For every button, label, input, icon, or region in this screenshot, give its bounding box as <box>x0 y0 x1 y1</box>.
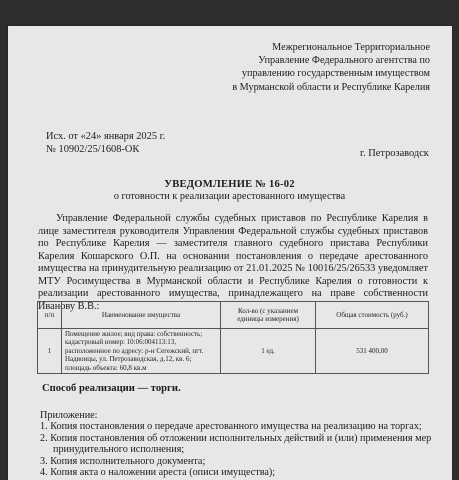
annex-list <box>40 421 440 479</box>
body-paragraph: Управление Федеральной службы судебных приставов по Республике Карелия в лице заместителя руководителя Управления Федеральной службы судебных приставов по Республике Карелия — заместителя главного судебного пристава Республики Карелия Кошарского О.П. на основании постановления о передаче арестованного имущества на принудительную реализацию от 21.01.2025 № 10016/25/26533 уведомляет МТУ Росимущества в Мурманской области и Республике Карелия о готовности к реализации арестованного имущества, принадлежащего на праве собственности Иванову В.В.: <box>38 213 428 312</box>
recipient-line: Управление Федерального агентства по <box>258 55 430 67</box>
row-num: 1 <box>38 329 62 374</box>
table-row <box>38 329 429 374</box>
recipient-line: Межрегиональное Территориальное <box>272 42 430 53</box>
reference-date: Исх. от «24» января 2025 г. <box>46 131 166 142</box>
row-qty: 1 ед. <box>221 329 316 374</box>
table-header-row <box>38 302 429 329</box>
annex-item: 3. Копия исполнительного документа; <box>40 455 206 467</box>
annex-item: принудительного исполнения; <box>53 444 185 456</box>
header-qty: Кол-во (с указанием единицы измерения) <box>221 302 316 329</box>
header-name: Наименование имущества <box>62 302 221 329</box>
row-cost: 531 400,00 <box>316 329 429 374</box>
reference-number: № 10902/25/1608-ОК <box>46 144 140 155</box>
city: г. Петрозаводск <box>360 148 429 159</box>
header-num: п/п <box>38 302 62 329</box>
annex-item: 2. Копия постановления об отложении исполнительных действий и (или) применения мер <box>40 432 432 444</box>
sale-method: Способ реализации — торги. <box>42 383 181 394</box>
document-subtitle: о готовности к реализации арестованного имущества <box>113 191 346 202</box>
annex-item: 1. Копия постановления о передаче арестованного имущества на реализацию на торгах; <box>40 421 422 432</box>
document-title: УВЕДОМЛЕНИЕ № 16-02 <box>164 179 295 190</box>
property-table <box>37 301 429 374</box>
recipient-block <box>228 41 430 94</box>
annex-item: 4. Копия акта о наложении ареста (описи имущества); <box>40 467 276 479</box>
outgoing-reference <box>46 130 165 156</box>
row-name: Помещение жилое; вид права: собственность; кадастровый номер: 10:06:004113:13, расположенное по адресу: р-н Сегежский, пгт. Надвоицы, ул. Петрозаводская, д.12, кв. 6; площадь объекта: 60,8 кв.м <box>62 329 221 374</box>
header-cost: Общая стоимость (руб.) <box>316 302 429 329</box>
annex-title: Приложение: <box>40 410 98 421</box>
recipient-line: управлению государственным имуществом <box>241 68 430 80</box>
recipient-line: в Мурманской области и Республике Карелия <box>232 81 430 93</box>
document-page <box>8 26 452 480</box>
